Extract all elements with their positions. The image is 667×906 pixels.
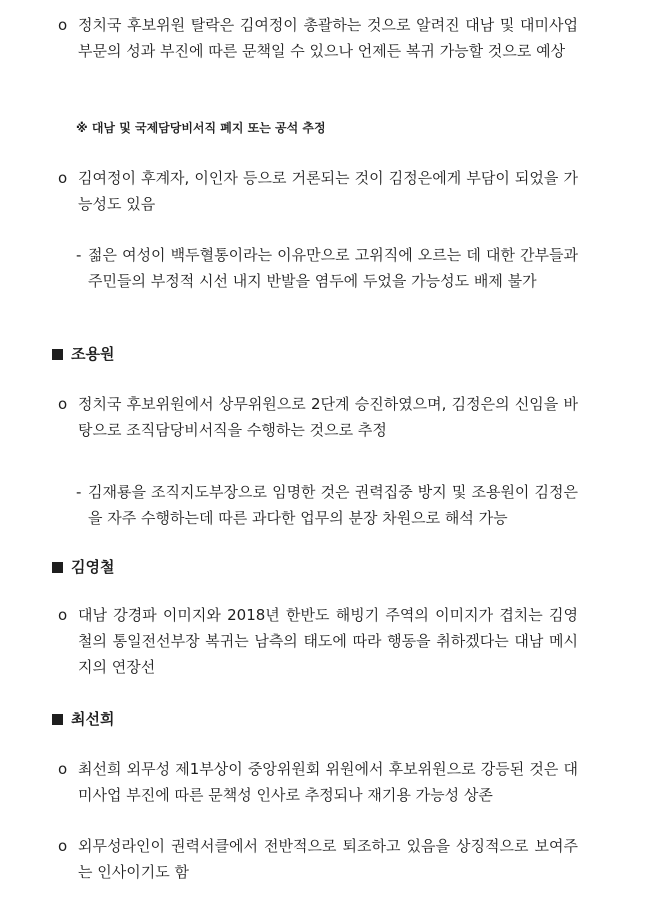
square-bullet-icon (52, 562, 63, 573)
section-heading (52, 343, 114, 365)
bullet-item (58, 602, 578, 680)
sub-bullet-item (76, 242, 578, 294)
dash-marker: - (76, 246, 82, 264)
section-heading (52, 708, 114, 730)
square-bullet-icon (52, 349, 63, 360)
sub-bullet-text: 김재룡을 조직지도부장으로 임명한 것은 권력집중 방지 및 조용원이 김정은을 자주 수행하는데 따른 과다한 업무의 분장 차원으로 해석 가능 (88, 483, 578, 527)
bullet-item (58, 391, 578, 443)
section-heading (52, 556, 114, 578)
sub-bullet-item (76, 479, 578, 531)
sub-bullet-text: 젊은 여성이 백두혈통이라는 이유만으로 고위직에 오르는 데 대한 간부들과 주민들의 부정적 시선 내지 반발을 염두에 두었을 가능성도 배제 불가 (88, 246, 578, 290)
bullet-item (58, 756, 578, 808)
bullet-marker: o (58, 760, 68, 778)
section-heading-text: 최선희 (71, 710, 115, 728)
bullet-item (58, 165, 578, 217)
bullet-text: 최선희 외무성 제1부상이 중앙위원회 위원에서 후보위원으로 강등된 것은 대미사업 부진에 따른 문책성 인사로 추정되나 재기용 가능성 상존 (78, 760, 578, 804)
square-bullet-icon (52, 714, 63, 725)
bullet-text: 김여정이 후계자, 이인자 등으로 거론되는 것이 김정은에게 부담이 되었을 가능성도 있음 (78, 169, 578, 213)
section-heading-text: 조용원 (71, 345, 115, 363)
bullet-marker: o (58, 837, 68, 855)
bullet-marker: o (58, 395, 68, 413)
section-heading-text: 김영철 (71, 558, 115, 576)
dash-marker: - (76, 483, 82, 501)
bullet-item (58, 12, 578, 64)
bullet-marker: o (58, 606, 68, 624)
bullet-item (58, 833, 578, 885)
note-text: ※ 대남 및 국제담당비서직 폐지 또는 공석 추정 (76, 121, 326, 135)
bullet-text: 외무성라인이 권력서클에서 전반적으로 퇴조하고 있음을 상징적으로 보여주는 인사이기도 함 (78, 837, 578, 881)
bullet-text: 대남 강경파 이미지와 2018년 한반도 해빙기 주역의 이미지가 겹치는 김영철의 통일전선부장 복귀는 남측의 태도에 따라 행동을 취하겠다는 대남 메시지의 연장선 (78, 606, 578, 676)
bullet-text: 정치국 후보위원에서 상무위원으로 2단계 승진하였으며, 김정은의 신임을 바탕으로 조직담당비서직을 수행하는 것으로 추정 (78, 395, 578, 439)
bullet-text: 정치국 후보위원 탈락은 김여정이 총괄하는 것으로 알려진 대남 및 대미사업 부문의 성과 부진에 따른 문책일 수 있으나 언제든 복귀 가능할 것으로 예상 (78, 16, 578, 60)
bullet-marker: o (58, 16, 68, 34)
bullet-marker: o (58, 169, 68, 187)
